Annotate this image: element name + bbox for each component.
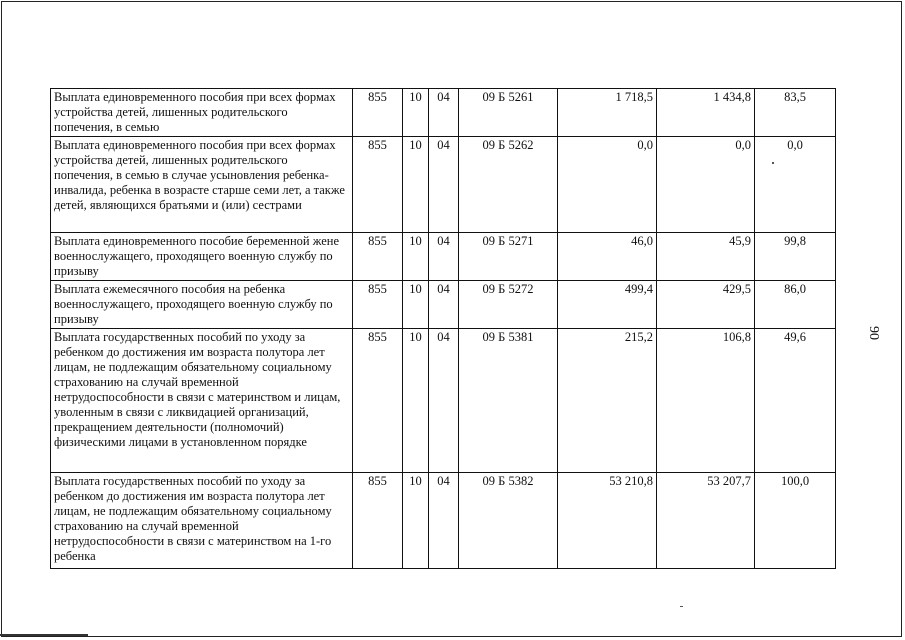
subsection-code: 04 (429, 233, 459, 281)
actual-amount: 0,0 (657, 137, 755, 233)
admin-code: 855 (353, 89, 403, 137)
actual-amount: 53 207,7 (657, 473, 755, 569)
section-code: 10 (403, 137, 429, 233)
subsection-code: 04 (429, 329, 459, 473)
target-code: 09 Б 5261 (459, 89, 558, 137)
subsection-code: 04 (429, 137, 459, 233)
target-code: 09 Б 5262 (459, 137, 558, 233)
admin-code: 855 (353, 473, 403, 569)
execution-percent: 100,0 (755, 473, 836, 569)
scan-edge-mark (0, 634, 88, 636)
section-code: 10 (403, 281, 429, 329)
table-row (51, 281, 836, 329)
planned-amount: 1 718,5 (558, 89, 657, 137)
target-code: 09 Б 5382 (459, 473, 558, 569)
row-description: Выплата единовременного пособия при всех формах устройства детей, лишенных родительского попечения, в семью (51, 89, 353, 137)
row-description: Выплата государственных пособий по уходу за ребенком до достижения им возраста полутора лет лицам, не подлежащим обязательному социальному страхованию на случай временной нетрудоспособности в связи с материнством на 1-го ребенка (51, 473, 353, 569)
actual-amount: 45,9 (657, 233, 755, 281)
section-code: 10 (403, 89, 429, 137)
row-description: Выплата государственных пособий по уходу за ребенком до достижения им возраста полутора лет лицам, не подлежащим обязательному социальному страхованию на случай временной нетрудоспособности в связи с материнством и лицам, уволенным в связи с ликвидацией организаций, прекращением деятельности (полномочий) физическими лицами в установленном порядке (51, 329, 353, 473)
execution-percent: 86,0 (755, 281, 836, 329)
planned-amount: 0,0 (558, 137, 657, 233)
subsection-code: 04 (429, 281, 459, 329)
planned-amount: 499,4 (558, 281, 657, 329)
execution-percent: 49,6 (755, 329, 836, 473)
target-code: 09 Б 5271 (459, 233, 558, 281)
actual-amount: 1 434,8 (657, 89, 755, 137)
row-description: Выплата единовременного пособие беременной жене военнослужащего, проходящего военную службу по призыву (51, 233, 353, 281)
actual-amount: 106,8 (657, 329, 755, 473)
admin-code: 855 (353, 329, 403, 473)
execution-percent: 0,0 (755, 137, 836, 233)
admin-code: 855 (353, 281, 403, 329)
subsection-code: 04 (429, 89, 459, 137)
scan-speck (772, 162, 774, 164)
budget-table (50, 88, 836, 569)
section-code: 10 (403, 473, 429, 569)
table-row (51, 89, 836, 137)
target-code: 09 Б 5272 (459, 281, 558, 329)
subsection-code: 04 (429, 473, 459, 569)
table-row (51, 137, 836, 233)
admin-code: 855 (353, 233, 403, 281)
scan-speck (680, 606, 683, 607)
section-code: 10 (403, 329, 429, 473)
target-code: 09 Б 5381 (459, 329, 558, 473)
actual-amount: 429,5 (657, 281, 755, 329)
page-number: 90 (866, 326, 881, 340)
row-description: Выплата единовременного пособия при всех формах устройства детей, лишенных родительского попечения, в семью в случае усыновления ребенка-инвалида, ребенка в возрасте старше семи лет, а также детей, являющихся братьями и (или) сестрами (51, 137, 353, 233)
planned-amount: 53 210,8 (558, 473, 657, 569)
section-code: 10 (403, 233, 429, 281)
admin-code: 855 (353, 137, 403, 233)
planned-amount: 215,2 (558, 329, 657, 473)
table-row (51, 473, 836, 569)
execution-percent: 99,8 (755, 233, 836, 281)
execution-percent: 83,5 (755, 89, 836, 137)
table-row (51, 233, 836, 281)
row-description: Выплата ежемесячного пособия на ребенка военнослужащего, проходящего военную службу по призыву (51, 281, 353, 329)
table-row (51, 329, 836, 473)
planned-amount: 46,0 (558, 233, 657, 281)
